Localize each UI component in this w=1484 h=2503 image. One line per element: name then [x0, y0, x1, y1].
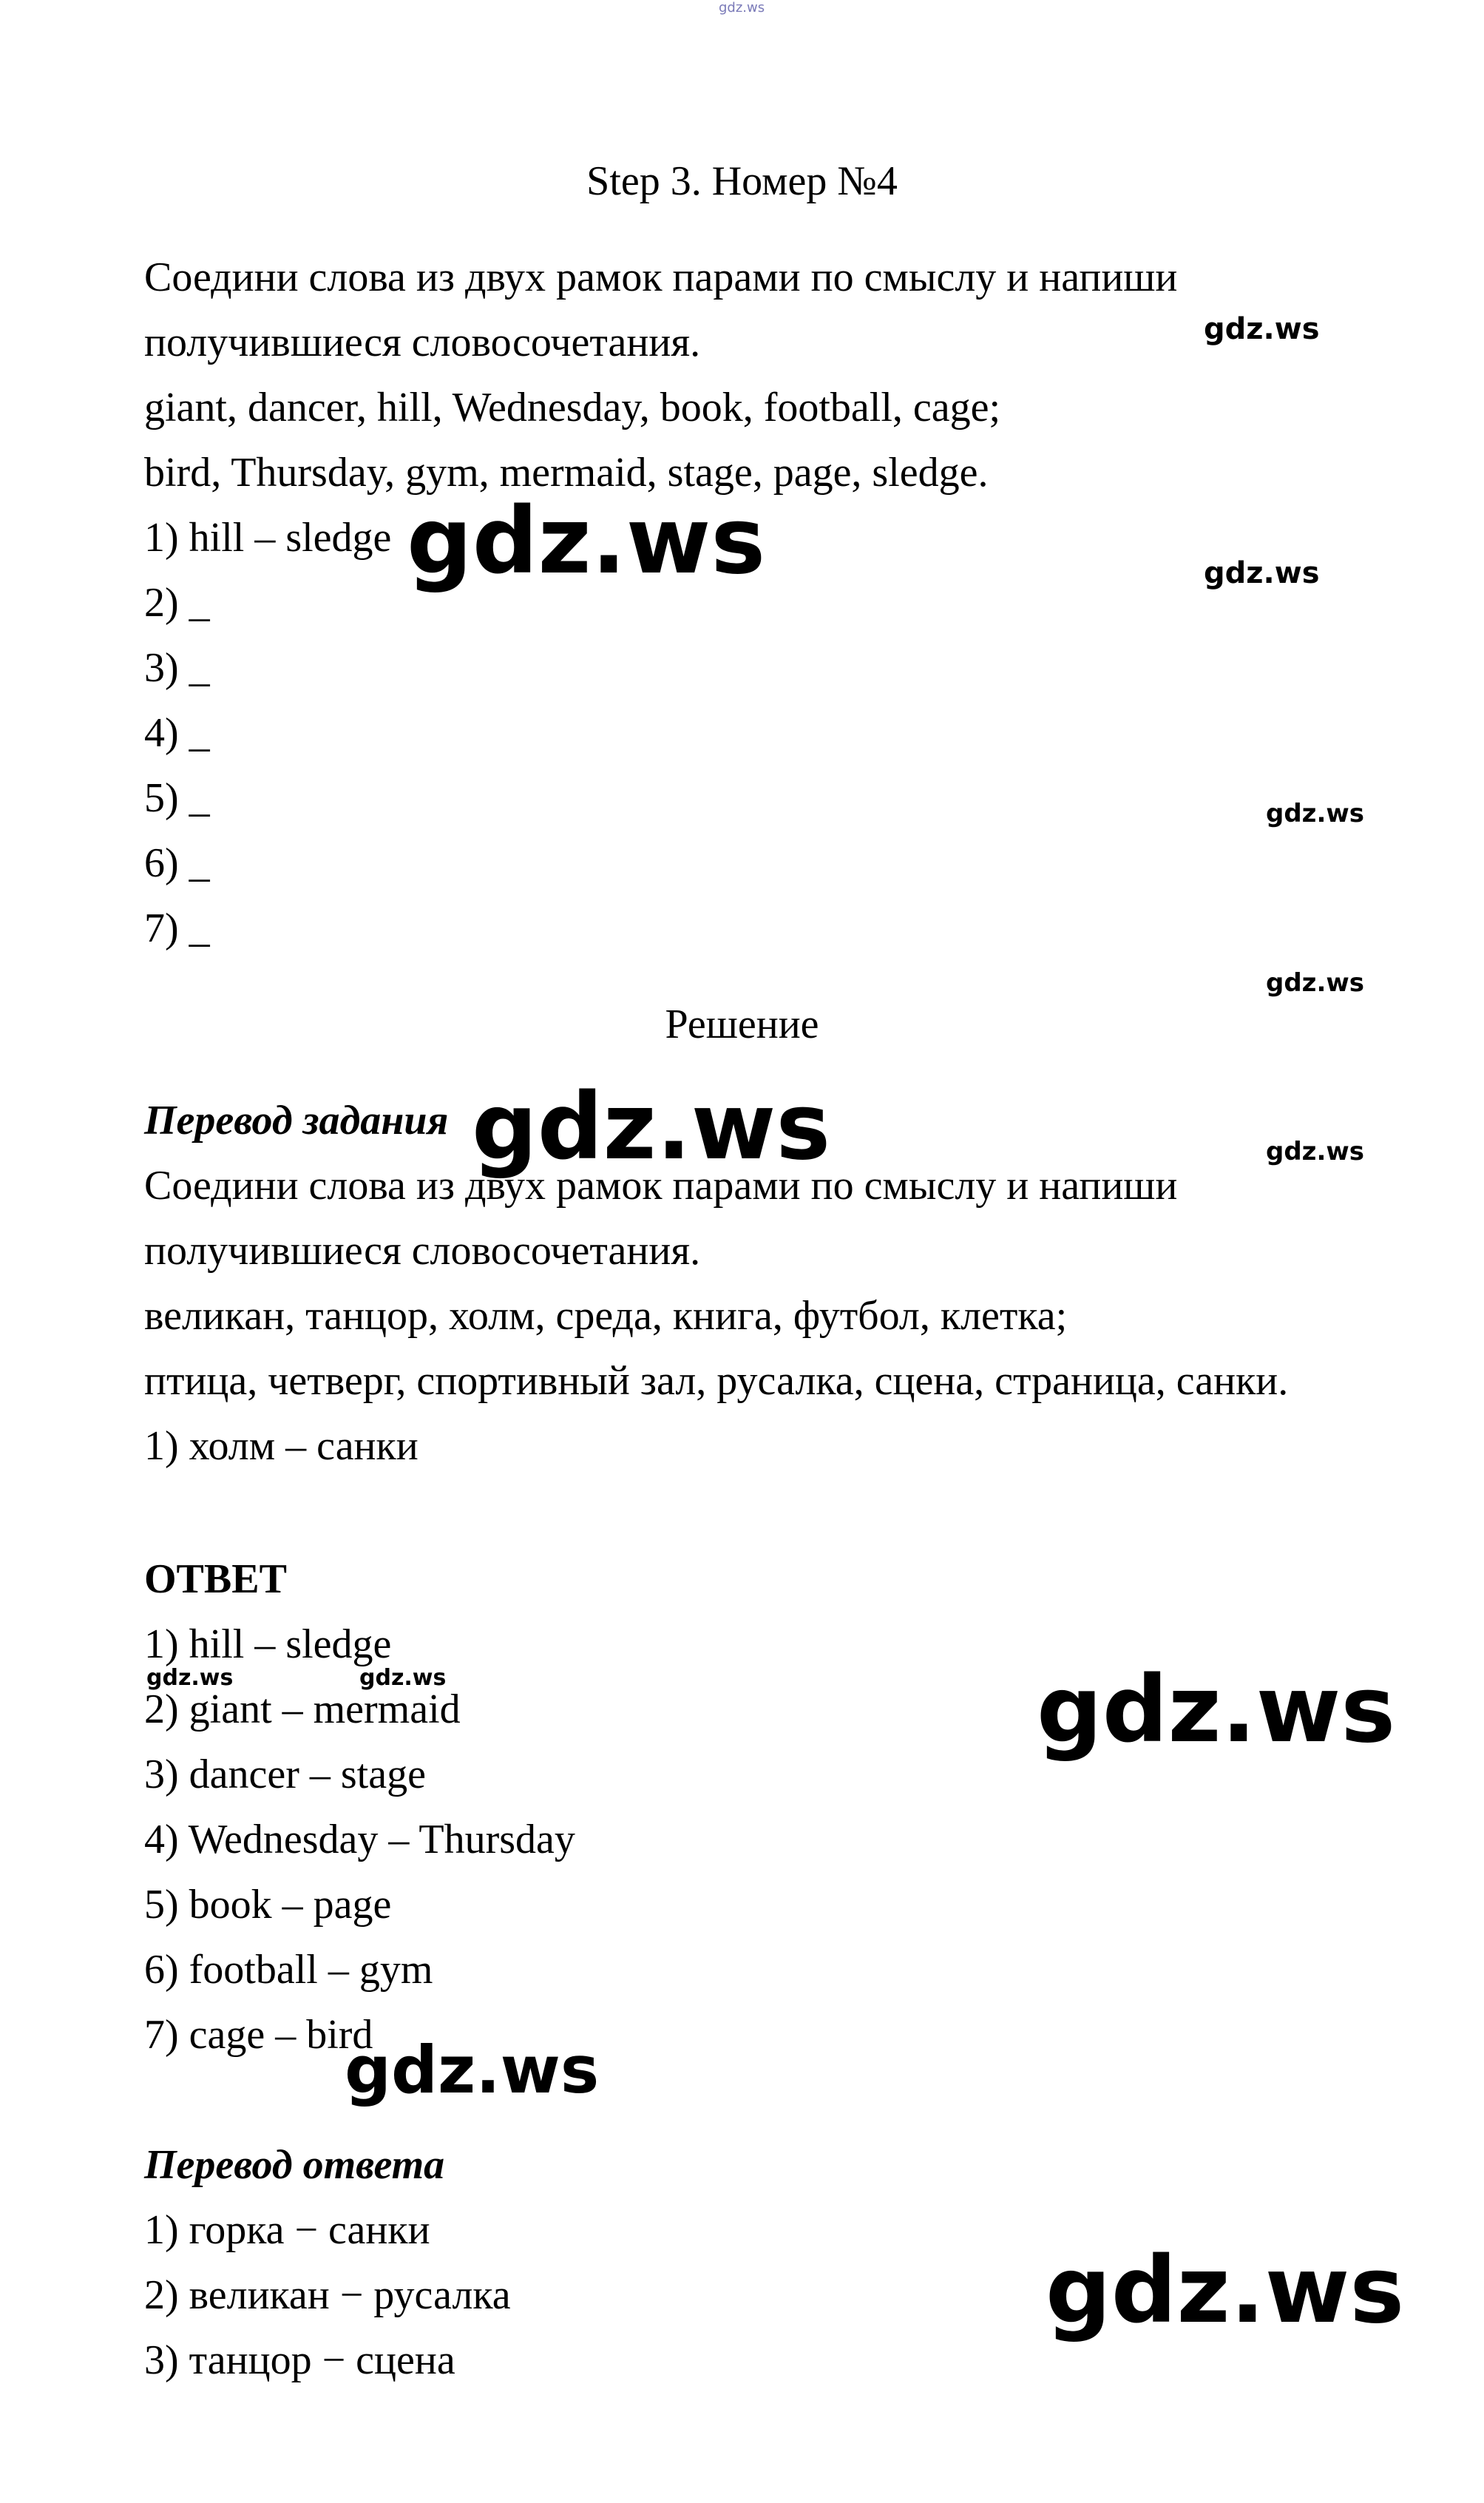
task-item: 5) _ — [144, 775, 210, 821]
page-title: Step 3. Номер №4 — [586, 158, 898, 204]
task-instruction-line-2: получившиеся словосочетания. — [144, 320, 701, 365]
watermark: gdz.ws — [1266, 968, 1365, 998]
task-item: 3) _ — [144, 645, 210, 691]
task-item: 4) _ — [144, 710, 210, 756]
watermark: gdz.ws — [146, 1665, 234, 1691]
answer-item: 1) hill – sledge — [144, 1621, 392, 1667]
answer-item: 2) giant – mermaid — [144, 1686, 461, 1732]
watermark: gdz.ws — [1037, 1657, 1396, 1763]
solution-heading: Решение — [665, 1001, 819, 1047]
translation-heading: Перевод задания — [144, 1098, 449, 1144]
answer-translation-heading: Перевод ответа — [144, 2142, 445, 2188]
watermark: gdz.ws — [345, 2032, 600, 2108]
answer-item: 5) book – page — [144, 1882, 392, 1928]
translation-example: 1) холм – санки — [144, 1423, 419, 1469]
task-item: 7) _ — [144, 905, 210, 951]
translation-line-1: Соедини слова из двух рамок парами по смыслу и напиши — [144, 1163, 1178, 1209]
answer-translation-item: 2) великан − русалка — [144, 2272, 511, 2318]
answer-item: 4) Wednesday – Thursday — [144, 1817, 575, 1862]
watermark: gdz.ws — [1266, 1137, 1365, 1166]
translation-words-1: великан, танцор, холм, среда, книга, футбол, клетка; — [144, 1293, 1068, 1339]
answer-item: 3) dancer – stage — [144, 1752, 426, 1797]
watermark: gdz.ws — [1046, 2237, 1405, 2344]
answer-translation-item: 1) горка − санки — [144, 2207, 430, 2253]
top-watermark: gdz.ws — [719, 0, 765, 16]
answer-heading: ОТВЕТ — [144, 1556, 287, 1602]
watermark: gdz.ws — [1204, 556, 1320, 590]
watermark: gdz.ws — [1266, 799, 1365, 828]
answer-item: 7) cage – bird — [144, 2012, 373, 2058]
answer-item: 6) football – gym — [144, 1947, 433, 1993]
task-item: 2) _ — [144, 580, 210, 626]
task-words-line-1: giant, dancer, hill, Wednesday, book, football, cage; — [144, 385, 1001, 430]
translation-words-2: птица, четверг, спортивный зал, русалка, сцена, страница, санки. — [144, 1358, 1289, 1404]
translation-line-2: получившиеся словосочетания. — [144, 1228, 701, 1274]
watermark: gdz.ws — [472, 1074, 831, 1180]
task-words-line-2: bird, Thursday, gym, mermaid, stage, page, sledge. — [144, 450, 989, 496]
task-item: 1) hill – sledge — [144, 515, 392, 561]
answer-translation-item: 3) танцор − сцена — [144, 2337, 455, 2383]
task-instruction-line-1: Соедини слова из двух рамок парами по смыслу и напиши — [144, 254, 1178, 300]
watermark: gdz.ws — [1204, 312, 1320, 346]
task-item: 6) _ — [144, 840, 210, 886]
watermark: gdz.ws — [359, 1665, 447, 1691]
watermark: gdz.ws — [407, 488, 766, 595]
